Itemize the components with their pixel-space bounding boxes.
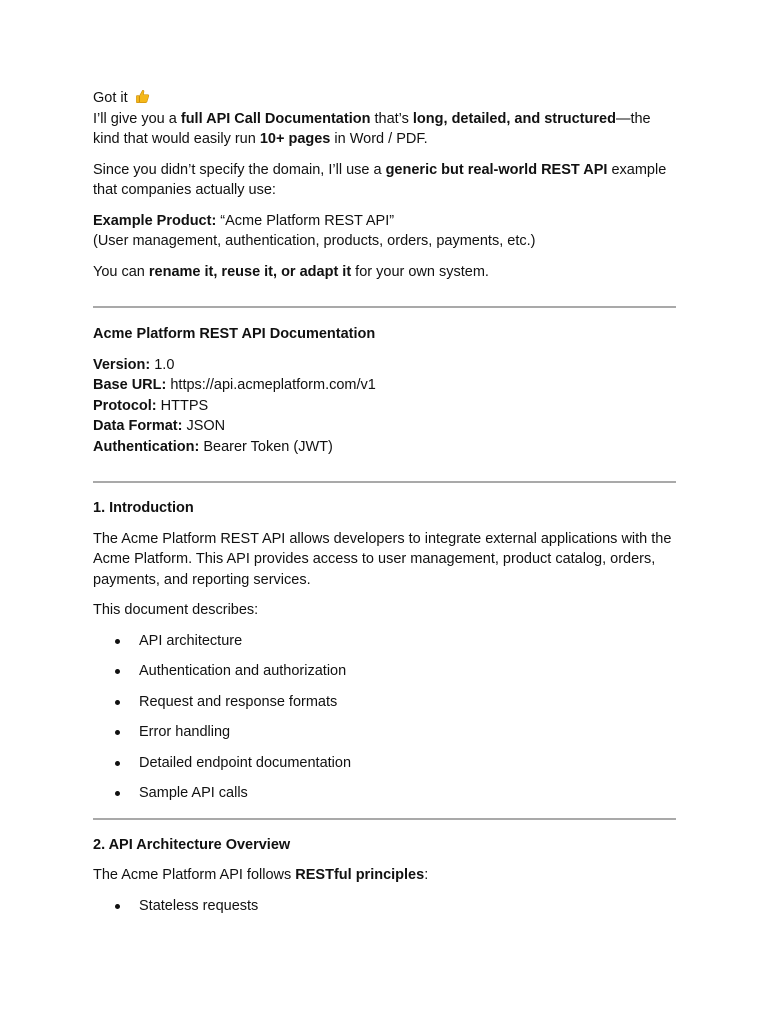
list-item-text: Request and response formats [139, 693, 338, 710]
bullet-dot-icon [115, 700, 120, 705]
divider [93, 481, 676, 483]
section-1-describes: This document describes: [93, 602, 259, 618]
section-2-text: The Acme Platform API follows [93, 867, 296, 883]
meta-value: 1.0 [150, 356, 175, 373]
section-2-text: : [424, 867, 429, 883]
list-item [93, 722, 676, 753]
meta-label: Base URL: [93, 377, 167, 393]
intro-text: in Word / PDF. [330, 131, 428, 147]
intro-text: that’s [370, 110, 413, 127]
section-2-list [93, 896, 676, 927]
meta-label: Authentication: [93, 438, 200, 455]
intro-bold: full API Call Documentation [180, 110, 371, 127]
thumbs-up-icon [135, 89, 150, 104]
intro-text: for your own system. [351, 263, 489, 280]
list-item-text: Detailed endpoint documentation [139, 754, 352, 771]
section-2-bold: RESTful principles [295, 867, 425, 883]
list-item [93, 896, 676, 927]
intro-text: —the kind that would easily run [93, 110, 651, 147]
list-item-text: Stateless requests [139, 897, 259, 914]
list-item [93, 631, 676, 662]
list-item [93, 783, 676, 814]
bullet-dot-icon [115, 639, 120, 644]
got-it-text: Got it [93, 90, 128, 106]
meta-value: Bearer Token (JWT) [199, 438, 333, 455]
intro-text: You can [93, 263, 149, 280]
section-2-heading: 2. API Architecture Overview [93, 836, 291, 853]
product-scope: (User management, authentication, products, orders, payments, etc.) [93, 233, 536, 249]
intro-text: Since you didn’t specify the domain, I’ll use a [93, 161, 386, 178]
section-1-paragraph: The Acme Platform REST API allows developers to integrate external applications with the Acme Platform. This API provides access to user management, product catalog, orders, payments, and reporting services. [93, 530, 672, 588]
doc-meta [93, 355, 676, 458]
list-item [93, 692, 676, 723]
product-label: Example Product: [93, 212, 217, 229]
document-page [93, 88, 676, 926]
list-item-text: Sample API calls [139, 785, 248, 801]
meta-label: Version: [93, 356, 151, 373]
bullet-dot-icon [115, 761, 120, 766]
intro-bold: long, detailed, and structured [412, 110, 616, 127]
bullet-dot-icon [115, 669, 120, 674]
intro-bold: rename it, reuse it, or adapt it [148, 263, 352, 280]
example-product-paragraph [93, 211, 676, 252]
product-value: “Acme Platform REST API” [216, 212, 395, 229]
intro-bold: generic but real-world REST API [385, 161, 608, 178]
divider [93, 306, 676, 308]
meta-data-format [93, 416, 676, 437]
section-1-list [93, 631, 676, 814]
intro-paragraph-1 [93, 109, 676, 150]
meta-protocol [93, 396, 676, 417]
intro-text: example that companies actually use: [93, 161, 667, 198]
list-item [93, 661, 676, 692]
meta-value: JSON [182, 418, 226, 434]
list-item-text: API architecture [139, 632, 243, 649]
bullet-dot-icon [115, 730, 120, 735]
bullet-dot-icon [115, 791, 120, 796]
intro-text: I’ll give you a [93, 110, 181, 127]
meta-value: HTTPS [156, 397, 209, 414]
list-item [93, 753, 676, 784]
meta-authentication [93, 437, 676, 458]
list-item-text: Error handling [139, 724, 231, 740]
list-item-text: Authentication and authorization [139, 663, 347, 679]
bullet-dot-icon [115, 904, 120, 909]
intro-paragraph-4 [93, 262, 676, 283]
intro-paragraph-2 [93, 160, 676, 201]
got-it-line [93, 88, 676, 109]
meta-label: Data Format: [93, 418, 183, 434]
section-2-paragraph [93, 865, 676, 886]
doc-title: Acme Platform REST API Documentation [93, 326, 376, 342]
meta-base-url [93, 375, 676, 396]
meta-label: Protocol: [93, 397, 157, 414]
meta-value: https://api.acmeplatform.com/v1 [166, 377, 376, 393]
intro-bold: 10+ pages [259, 131, 331, 147]
divider [93, 818, 676, 820]
meta-version [93, 355, 676, 376]
section-1-heading: 1. Introduction [93, 500, 194, 516]
